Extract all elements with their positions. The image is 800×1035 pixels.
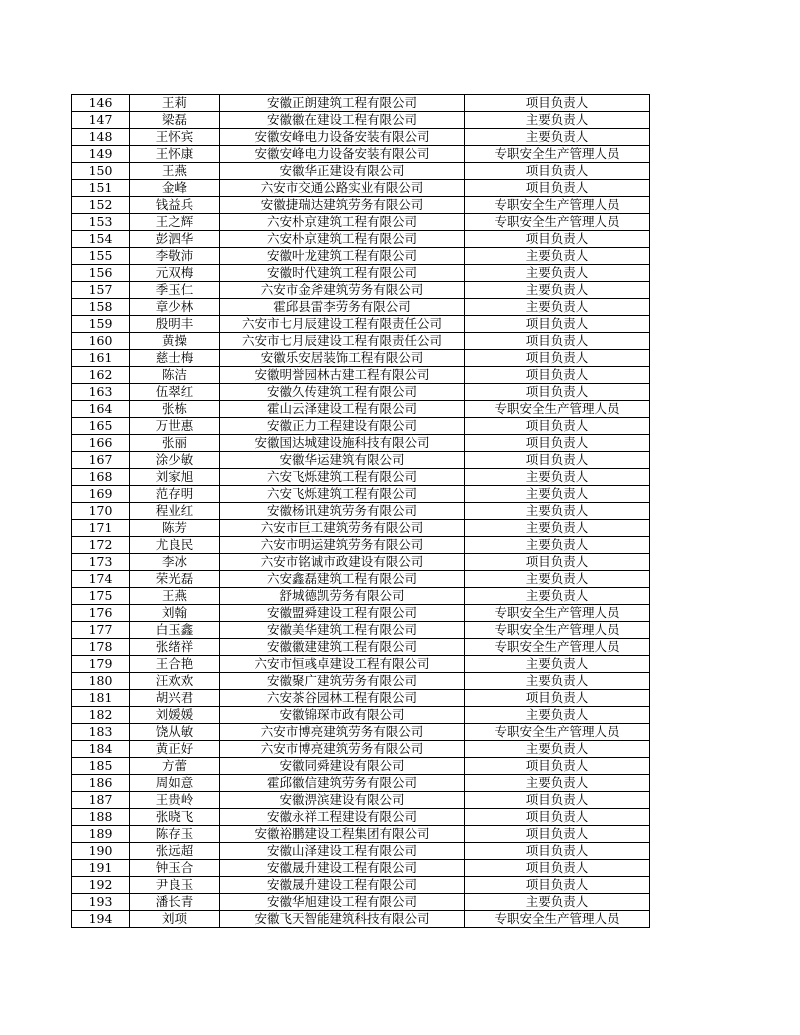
table-row bbox=[72, 877, 650, 894]
table-row bbox=[72, 622, 650, 639]
role-cell: 项目负责人 bbox=[465, 843, 650, 860]
company-name-cell: 安徽叶龙建筑工程有限公司 bbox=[220, 248, 465, 265]
company-name-cell: 安徽徽在建设工程有限公司 bbox=[220, 112, 465, 129]
table-row bbox=[72, 690, 650, 707]
company-name-cell: 安徽捷瑞达建筑劳务有限公司 bbox=[220, 197, 465, 214]
role-cell: 项目负责人 bbox=[465, 690, 650, 707]
table-row bbox=[72, 180, 650, 197]
person-name-cell: 胡兴君 bbox=[130, 690, 220, 707]
role-cell: 主要负责人 bbox=[465, 486, 650, 503]
company-name-cell: 安徽淠滨建设有限公司 bbox=[220, 792, 465, 809]
row-number-cell: 193 bbox=[72, 894, 130, 911]
row-number-cell: 146 bbox=[72, 95, 130, 112]
person-name-cell: 慈士梅 bbox=[130, 350, 220, 367]
company-name-cell: 安徽乐安居装饰工程有限公司 bbox=[220, 350, 465, 367]
row-number-cell: 182 bbox=[72, 707, 130, 724]
row-number-cell: 158 bbox=[72, 299, 130, 316]
role-cell: 项目负责人 bbox=[465, 163, 650, 180]
company-name-cell: 六安朴京建筑工程有限公司 bbox=[220, 214, 465, 231]
role-cell: 主要负责人 bbox=[465, 571, 650, 588]
person-name-cell: 季玉仁 bbox=[130, 282, 220, 299]
role-cell: 主要负责人 bbox=[465, 503, 650, 520]
person-name-cell: 陈芳 bbox=[130, 520, 220, 537]
table-row bbox=[72, 605, 650, 622]
row-number-cell: 150 bbox=[72, 163, 130, 180]
row-number-cell: 166 bbox=[72, 435, 130, 452]
person-name-cell: 程业红 bbox=[130, 503, 220, 520]
table-row bbox=[72, 469, 650, 486]
row-number-cell: 165 bbox=[72, 418, 130, 435]
row-number-cell: 171 bbox=[72, 520, 130, 537]
company-name-cell: 安徽华运建筑有限公司 bbox=[220, 452, 465, 469]
row-number-cell: 180 bbox=[72, 673, 130, 690]
table-row bbox=[72, 129, 650, 146]
table-row bbox=[72, 503, 650, 520]
row-number-cell: 174 bbox=[72, 571, 130, 588]
role-cell: 项目负责人 bbox=[465, 809, 650, 826]
row-number-cell: 191 bbox=[72, 860, 130, 877]
role-cell: 主要负责人 bbox=[465, 265, 650, 282]
table-row bbox=[72, 486, 650, 503]
table-row bbox=[72, 826, 650, 843]
row-number-cell: 187 bbox=[72, 792, 130, 809]
row-number-cell: 186 bbox=[72, 775, 130, 792]
person-name-cell: 张绪祥 bbox=[130, 639, 220, 656]
person-name-cell: 陈洁 bbox=[130, 367, 220, 384]
role-cell: 主要负责人 bbox=[465, 588, 650, 605]
role-cell: 主要负责人 bbox=[465, 707, 650, 724]
role-cell: 主要负责人 bbox=[465, 656, 650, 673]
row-number-cell: 153 bbox=[72, 214, 130, 231]
table-row bbox=[72, 146, 650, 163]
table-row bbox=[72, 571, 650, 588]
person-name-cell: 汪欢欢 bbox=[130, 673, 220, 690]
role-cell: 项目负责人 bbox=[465, 367, 650, 384]
role-cell: 项目负责人 bbox=[465, 316, 650, 333]
company-name-cell: 六安市博亮建筑劳务有限公司 bbox=[220, 724, 465, 741]
table-row bbox=[72, 95, 650, 112]
person-name-cell: 张晓飞 bbox=[130, 809, 220, 826]
role-cell: 主要负责人 bbox=[465, 469, 650, 486]
table-row bbox=[72, 316, 650, 333]
role-cell: 项目负责人 bbox=[465, 95, 650, 112]
row-number-cell: 164 bbox=[72, 401, 130, 418]
role-cell: 专职安全生产管理人员 bbox=[465, 146, 650, 163]
row-number-cell: 151 bbox=[72, 180, 130, 197]
person-name-cell: 伍翠红 bbox=[130, 384, 220, 401]
role-cell: 项目负责人 bbox=[465, 384, 650, 401]
personnel-table-body bbox=[72, 95, 650, 928]
role-cell: 项目负责人 bbox=[465, 231, 650, 248]
company-name-cell: 安徽国达城建设施科技有限公司 bbox=[220, 435, 465, 452]
role-cell: 专职安全生产管理人员 bbox=[465, 911, 650, 928]
person-name-cell: 钟玉合 bbox=[130, 860, 220, 877]
person-name-cell: 李敬沛 bbox=[130, 248, 220, 265]
person-name-cell: 刘翰 bbox=[130, 605, 220, 622]
company-name-cell: 安徽华旭建设工程有限公司 bbox=[220, 894, 465, 911]
person-name-cell: 王怀康 bbox=[130, 146, 220, 163]
table-row bbox=[72, 792, 650, 809]
company-name-cell: 六安市博亮建筑劳务有限公司 bbox=[220, 741, 465, 758]
row-number-cell: 157 bbox=[72, 282, 130, 299]
table-row bbox=[72, 894, 650, 911]
person-name-cell: 黄正好 bbox=[130, 741, 220, 758]
row-number-cell: 149 bbox=[72, 146, 130, 163]
company-name-cell: 六安市巨工建筑劳务有限公司 bbox=[220, 520, 465, 537]
role-cell: 专职安全生产管理人员 bbox=[465, 401, 650, 418]
company-name-cell: 安徽华正建设有限公司 bbox=[220, 163, 465, 180]
table-row bbox=[72, 537, 650, 554]
table-row bbox=[72, 384, 650, 401]
person-name-cell: 王怀宾 bbox=[130, 129, 220, 146]
company-name-cell: 六安鑫磊建筑工程有限公司 bbox=[220, 571, 465, 588]
table-row bbox=[72, 350, 650, 367]
company-name-cell: 安徽安峰电力设备安装有限公司 bbox=[220, 146, 465, 163]
row-number-cell: 184 bbox=[72, 741, 130, 758]
role-cell: 项目负责人 bbox=[465, 418, 650, 435]
company-name-cell: 安徽正力工程建设有限公司 bbox=[220, 418, 465, 435]
table-row bbox=[72, 163, 650, 180]
company-name-cell: 安徽安峰电力设备安装有限公司 bbox=[220, 129, 465, 146]
role-cell: 主要负责人 bbox=[465, 775, 650, 792]
table-row bbox=[72, 673, 650, 690]
person-name-cell: 周如意 bbox=[130, 775, 220, 792]
person-name-cell: 王合艳 bbox=[130, 656, 220, 673]
row-number-cell: 156 bbox=[72, 265, 130, 282]
role-cell: 项目负责人 bbox=[465, 826, 650, 843]
role-cell: 项目负责人 bbox=[465, 452, 650, 469]
table-row bbox=[72, 741, 650, 758]
table-row bbox=[72, 656, 650, 673]
role-cell: 项目负责人 bbox=[465, 180, 650, 197]
role-cell: 主要负责人 bbox=[465, 299, 650, 316]
table-row bbox=[72, 112, 650, 129]
table-row bbox=[72, 333, 650, 350]
row-number-cell: 154 bbox=[72, 231, 130, 248]
table-row bbox=[72, 554, 650, 571]
role-cell: 项目负责人 bbox=[465, 554, 650, 571]
person-name-cell: 刘项 bbox=[130, 911, 220, 928]
company-name-cell: 六安市七月辰建设工程有限责任公司 bbox=[220, 316, 465, 333]
company-name-cell: 安徽聚广建筑劳务有限公司 bbox=[220, 673, 465, 690]
person-name-cell: 张栋 bbox=[130, 401, 220, 418]
table-row bbox=[72, 843, 650, 860]
person-name-cell: 王贵岭 bbox=[130, 792, 220, 809]
table-row bbox=[72, 588, 650, 605]
role-cell: 专职安全生产管理人员 bbox=[465, 724, 650, 741]
person-name-cell: 王燕 bbox=[130, 163, 220, 180]
role-cell: 主要负责人 bbox=[465, 537, 650, 554]
table-row bbox=[72, 860, 650, 877]
row-number-cell: 155 bbox=[72, 248, 130, 265]
row-number-cell: 177 bbox=[72, 622, 130, 639]
role-cell: 主要负责人 bbox=[465, 248, 650, 265]
table-row bbox=[72, 724, 650, 741]
row-number-cell: 162 bbox=[72, 367, 130, 384]
person-name-cell: 彭泗华 bbox=[130, 231, 220, 248]
table-row bbox=[72, 707, 650, 724]
company-name-cell: 舒城德凯劳务有限公司 bbox=[220, 588, 465, 605]
row-number-cell: 167 bbox=[72, 452, 130, 469]
company-name-cell: 安徽锦琛市政有限公司 bbox=[220, 707, 465, 724]
row-number-cell: 160 bbox=[72, 333, 130, 350]
company-name-cell: 安徽永祥工程建设有限公司 bbox=[220, 809, 465, 826]
row-number-cell: 179 bbox=[72, 656, 130, 673]
company-name-cell: 六安市七月辰建设工程有限责任公司 bbox=[220, 333, 465, 350]
table-row bbox=[72, 401, 650, 418]
table-row bbox=[72, 231, 650, 248]
table-row bbox=[72, 418, 650, 435]
table-row bbox=[72, 299, 650, 316]
company-name-cell: 六安飞烁建筑工程有限公司 bbox=[220, 469, 465, 486]
row-number-cell: 161 bbox=[72, 350, 130, 367]
row-number-cell: 185 bbox=[72, 758, 130, 775]
person-name-cell: 饶从敏 bbox=[130, 724, 220, 741]
person-name-cell: 殷明丰 bbox=[130, 316, 220, 333]
row-number-cell: 176 bbox=[72, 605, 130, 622]
person-name-cell: 钱益兵 bbox=[130, 197, 220, 214]
person-name-cell: 万世惠 bbox=[130, 418, 220, 435]
role-cell: 主要负责人 bbox=[465, 894, 650, 911]
role-cell: 项目负责人 bbox=[465, 877, 650, 894]
table-row bbox=[72, 452, 650, 469]
company-name-cell: 安徽杨讯建筑劳务有限公司 bbox=[220, 503, 465, 520]
person-name-cell: 王莉 bbox=[130, 95, 220, 112]
company-name-cell: 安徽盟舜建设工程有限公司 bbox=[220, 605, 465, 622]
table-row bbox=[72, 197, 650, 214]
role-cell: 专职安全生产管理人员 bbox=[465, 214, 650, 231]
company-name-cell: 安徽裕鹏建设工程集团有限公司 bbox=[220, 826, 465, 843]
table-row bbox=[72, 282, 650, 299]
role-cell: 项目负责人 bbox=[465, 758, 650, 775]
company-name-cell: 六安朴京建筑工程有限公司 bbox=[220, 231, 465, 248]
role-cell: 主要负责人 bbox=[465, 129, 650, 146]
row-number-cell: 159 bbox=[72, 316, 130, 333]
person-name-cell: 黄操 bbox=[130, 333, 220, 350]
row-number-cell: 163 bbox=[72, 384, 130, 401]
company-name-cell: 安徽久传建筑工程有限公司 bbox=[220, 384, 465, 401]
company-name-cell: 安徽美华建筑工程有限公司 bbox=[220, 622, 465, 639]
role-cell: 专职安全生产管理人员 bbox=[465, 197, 650, 214]
table-row bbox=[72, 265, 650, 282]
company-name-cell: 安徽明誉园林古建工程有限公司 bbox=[220, 367, 465, 384]
company-name-cell: 六安茶谷园林工程有限公司 bbox=[220, 690, 465, 707]
row-number-cell: 178 bbox=[72, 639, 130, 656]
company-name-cell: 安徽徽建建筑工程有限公司 bbox=[220, 639, 465, 656]
table-row bbox=[72, 911, 650, 928]
row-number-cell: 147 bbox=[72, 112, 130, 129]
company-name-cell: 安徽晟升建设工程有限公司 bbox=[220, 860, 465, 877]
company-name-cell: 安徽同舜建设有限公司 bbox=[220, 758, 465, 775]
table-row bbox=[72, 214, 650, 231]
row-number-cell: 168 bbox=[72, 469, 130, 486]
role-cell: 项目负责人 bbox=[465, 435, 650, 452]
person-name-cell: 梁磊 bbox=[130, 112, 220, 129]
person-name-cell: 元双梅 bbox=[130, 265, 220, 282]
table-row bbox=[72, 758, 650, 775]
person-name-cell: 尤良民 bbox=[130, 537, 220, 554]
row-number-cell: 152 bbox=[72, 197, 130, 214]
row-number-cell: 175 bbox=[72, 588, 130, 605]
person-name-cell: 张丽 bbox=[130, 435, 220, 452]
row-number-cell: 192 bbox=[72, 877, 130, 894]
company-name-cell: 霍邱县雷李劳务有限公司 bbox=[220, 299, 465, 316]
row-number-cell: 190 bbox=[72, 843, 130, 860]
role-cell: 专职安全生产管理人员 bbox=[465, 605, 650, 622]
row-number-cell: 181 bbox=[72, 690, 130, 707]
table-row bbox=[72, 367, 650, 384]
role-cell: 项目负责人 bbox=[465, 792, 650, 809]
company-name-cell: 安徽正朗建筑工程有限公司 bbox=[220, 95, 465, 112]
company-name-cell: 安徽山泽建设工程有限公司 bbox=[220, 843, 465, 860]
company-name-cell: 六安市铭诚市政建设有限公司 bbox=[220, 554, 465, 571]
role-cell: 专职安全生产管理人员 bbox=[465, 639, 650, 656]
table-row bbox=[72, 520, 650, 537]
role-cell: 主要负责人 bbox=[465, 520, 650, 537]
personnel-table bbox=[71, 94, 650, 928]
person-name-cell: 范存明 bbox=[130, 486, 220, 503]
company-name-cell: 安徽晟升建设工程有限公司 bbox=[220, 877, 465, 894]
table-row bbox=[72, 775, 650, 792]
person-name-cell: 涂少敏 bbox=[130, 452, 220, 469]
company-name-cell: 安徽飞天智能建筑科技有限公司 bbox=[220, 911, 465, 928]
table-row bbox=[72, 248, 650, 265]
company-name-cell: 六安飞烁建筑工程有限公司 bbox=[220, 486, 465, 503]
role-cell: 专职安全生产管理人员 bbox=[465, 622, 650, 639]
company-name-cell: 六安市金斧建筑劳务有限公司 bbox=[220, 282, 465, 299]
company-name-cell: 六安市交通公路实业有限公司 bbox=[220, 180, 465, 197]
person-name-cell: 荣光磊 bbox=[130, 571, 220, 588]
person-name-cell: 章少林 bbox=[130, 299, 220, 316]
table-row bbox=[72, 809, 650, 826]
role-cell: 项目负责人 bbox=[465, 333, 650, 350]
person-name-cell: 金峰 bbox=[130, 180, 220, 197]
table-row bbox=[72, 639, 650, 656]
row-number-cell: 170 bbox=[72, 503, 130, 520]
row-number-cell: 189 bbox=[72, 826, 130, 843]
row-number-cell: 183 bbox=[72, 724, 130, 741]
role-cell: 项目负责人 bbox=[465, 350, 650, 367]
person-name-cell: 白玉鑫 bbox=[130, 622, 220, 639]
person-name-cell: 王之辉 bbox=[130, 214, 220, 231]
role-cell: 主要负责人 bbox=[465, 112, 650, 129]
person-name-cell: 尹良玉 bbox=[130, 877, 220, 894]
person-name-cell: 刘家旭 bbox=[130, 469, 220, 486]
person-name-cell: 方蕾 bbox=[130, 758, 220, 775]
row-number-cell: 172 bbox=[72, 537, 130, 554]
role-cell: 主要负责人 bbox=[465, 282, 650, 299]
person-name-cell: 张远超 bbox=[130, 843, 220, 860]
company-name-cell: 安徽时代建筑工程有限公司 bbox=[220, 265, 465, 282]
table-row bbox=[72, 435, 650, 452]
person-name-cell: 李冰 bbox=[130, 554, 220, 571]
company-name-cell: 六安市恒彧卓建设工程有限公司 bbox=[220, 656, 465, 673]
person-name-cell: 陈存玉 bbox=[130, 826, 220, 843]
company-name-cell: 六安市明运建筑劳务有限公司 bbox=[220, 537, 465, 554]
role-cell: 项目负责人 bbox=[465, 860, 650, 877]
person-name-cell: 潘长青 bbox=[130, 894, 220, 911]
row-number-cell: 148 bbox=[72, 129, 130, 146]
company-name-cell: 霍邱徽信建筑劳务有限公司 bbox=[220, 775, 465, 792]
role-cell: 主要负责人 bbox=[465, 741, 650, 758]
company-name-cell: 霍山云泽建设工程有限公司 bbox=[220, 401, 465, 418]
person-name-cell: 刘媛媛 bbox=[130, 707, 220, 724]
role-cell: 主要负责人 bbox=[465, 673, 650, 690]
row-number-cell: 173 bbox=[72, 554, 130, 571]
row-number-cell: 188 bbox=[72, 809, 130, 826]
row-number-cell: 194 bbox=[72, 911, 130, 928]
row-number-cell: 169 bbox=[72, 486, 130, 503]
person-name-cell: 王燕 bbox=[130, 588, 220, 605]
